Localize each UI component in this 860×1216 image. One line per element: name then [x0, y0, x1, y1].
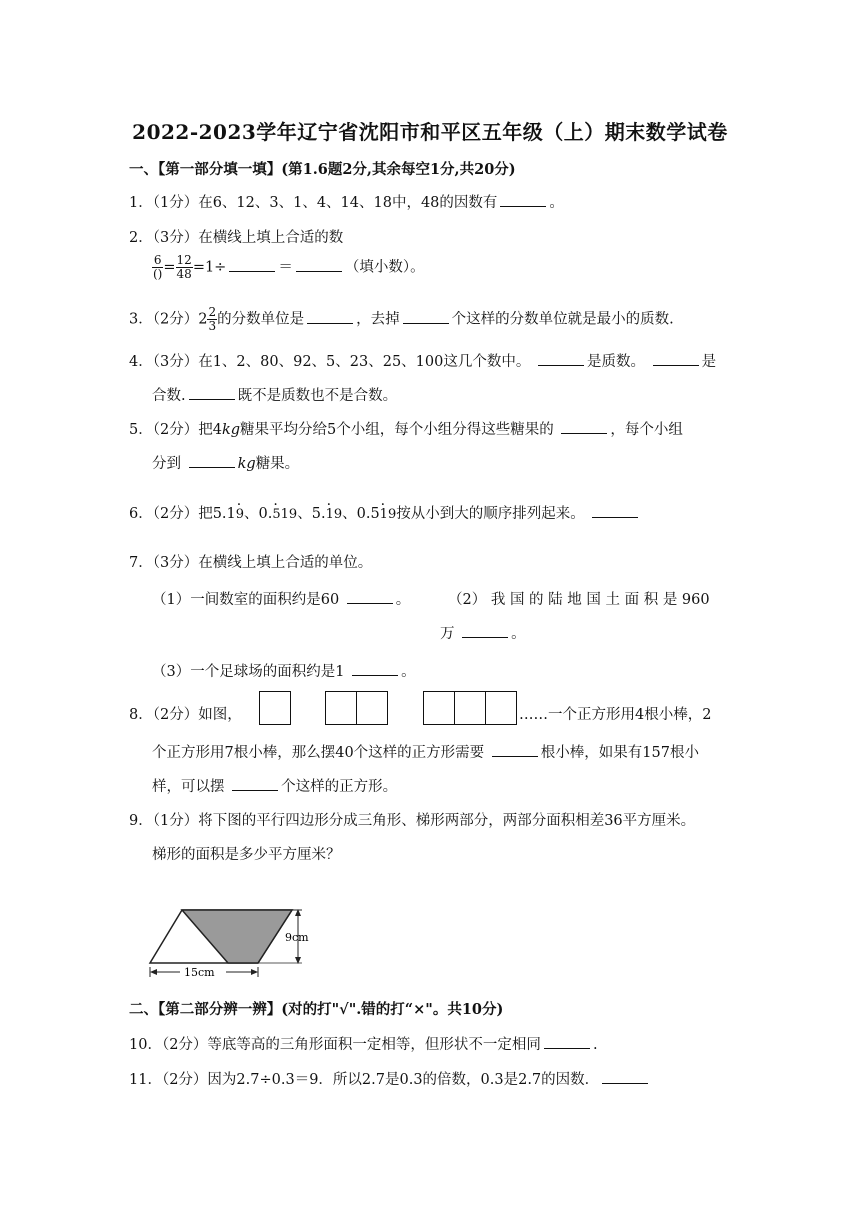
q8-e: 样，可以摆 — [152, 779, 225, 795]
q4-e: 既不是质数也不是合数。 — [237, 388, 398, 404]
q2-fraction-2 — [176, 254, 193, 281]
q1-blank — [500, 192, 546, 207]
q8-f: 个这样的正方形。 — [281, 779, 398, 795]
q7-1-text: （1）一间数室的面积约是60 — [152, 592, 340, 608]
q6-repeating-3: · 19 — [326, 507, 343, 522]
q4-blank-3 — [189, 385, 235, 400]
q5-blank-2 — [189, 453, 235, 468]
question-8-label: 8．（2分）如图， — [129, 707, 242, 723]
q2-eq: =1÷ — [192, 259, 227, 276]
q6-b: 、0. — [244, 506, 273, 522]
q4-blank-2 — [653, 351, 699, 366]
q5-kg-2: kg — [237, 456, 256, 472]
question-1 — [129, 191, 564, 212]
parallelogram-figure — [146, 905, 326, 985]
q2-eq2: ＝ — [278, 259, 293, 276]
question-6 — [129, 502, 641, 523]
q1-text: 1．（1分）在6、12、3、1、4、14、18中，48的因数有 — [129, 195, 498, 211]
q3-fraction — [207, 306, 217, 333]
q6-e: 按从小到大的顺序排列起来。 — [396, 506, 585, 522]
q5-c: ，每个小组 — [610, 422, 683, 438]
q6-blank — [592, 503, 638, 518]
q7-2-end: 。 — [511, 626, 526, 642]
q10-text: 10．（2分）等底等高的三角形面积一定相等，但形状不一定相同 — [129, 1037, 541, 1053]
q7-1-blank — [347, 589, 393, 604]
q11-blank — [602, 1069, 648, 1084]
q2-blank-2 — [296, 257, 342, 272]
q4-c: 是 — [701, 354, 717, 370]
q8-d: 根小棒，如果有157根小 — [540, 745, 699, 761]
question-5-line1 — [129, 418, 683, 439]
q11-text: 11．（2分）因为2.7÷0.3＝9．所以2.7是0.3的倍数，0.3是2.7的因数． — [129, 1072, 600, 1088]
page-title: 2022-2023学年辽宁省沈阳市和平区五年级（上）期末数学试卷 — [132, 120, 728, 144]
q6-a: 6．（2分）把5.1 — [129, 506, 236, 522]
q2-frac1-num: 6 — [153, 253, 162, 267]
q4-d: 合数. — [152, 388, 186, 404]
square-figure-1 — [259, 691, 291, 725]
question-7: 7．（3分）在横线上填上合适的单位。 — [129, 555, 373, 571]
question-2: 2．（3分）在横线上填上合适的数 — [129, 230, 344, 246]
q3-num: 2 — [208, 305, 217, 319]
question-8-line2 — [152, 741, 699, 762]
question-10 — [129, 1033, 598, 1054]
square-figure-2a — [325, 691, 357, 725]
q10-end: . — [592, 1037, 598, 1053]
square-figure-3a — [423, 691, 455, 725]
q3-b: 的分数单位是 — [217, 311, 305, 328]
question-2-equation: $\frac{6}{()}$ = $\frac{12}{48}$ =1÷ ＝ （填小数）。 — [153, 253, 425, 281]
q6-c: 、5. — [297, 506, 326, 522]
height-label: 9cm — [285, 931, 309, 944]
section-1-heading: 一、【第一部分填一填】(第1.6题2分,其余每空1分,共20分) — [129, 161, 516, 178]
q5-d: 分到 — [152, 456, 181, 472]
q2-fraction-1 — [152, 254, 163, 281]
square-figure-2b — [356, 691, 388, 725]
question-7-1 — [152, 588, 410, 609]
q7-2-blank — [462, 623, 508, 638]
q7-3-text: （3）一个足球场的面积约是1 — [152, 664, 345, 680]
q3-c: ，去掉 — [356, 311, 400, 328]
q6-repeating-4: · 19 — [380, 507, 397, 522]
question-4-line2 — [152, 384, 397, 405]
q6-d: 、0.5 — [342, 506, 380, 522]
q3-d: 个这样的分数单位就是最小的质数. — [451, 311, 674, 328]
question-11 — [129, 1068, 651, 1089]
q5-e: 糖果。 — [255, 456, 300, 472]
q10-blank — [544, 1034, 590, 1049]
square-figure-3b — [454, 691, 486, 725]
square-figure-3c — [485, 691, 517, 725]
question-5-line2 — [152, 452, 299, 473]
question-8-b: ……一个正方形用4根小棒，2 — [519, 707, 712, 723]
q3-den: 3 — [208, 319, 217, 333]
q8-blank-2 — [232, 776, 278, 791]
q5-a: 5．（2分）把4 — [129, 422, 222, 438]
q6-repeating-2: · 519 — [272, 507, 297, 522]
q1-end: 。 — [549, 195, 564, 211]
q3-a: 3．（2分）2 — [129, 311, 208, 328]
q2-frac1-den: () — [153, 267, 163, 281]
q7-1-end: 。 — [395, 592, 411, 608]
q6-repeating-1: · 9 — [236, 507, 244, 522]
q3-blank-1 — [307, 309, 353, 324]
q5-blank-1 — [561, 419, 607, 434]
question-7-3 — [152, 660, 416, 681]
q2-blank-1 — [229, 257, 275, 272]
width-label: 15cm — [184, 966, 215, 979]
q2-frac2-num: 12 — [176, 253, 192, 267]
q2-frac2-den: 48 — [176, 267, 192, 281]
q2-end: （填小数）。 — [344, 259, 425, 276]
q8-c: 个正方形用7根小棒，那么摆40个这样的正方形需要 — [152, 745, 485, 761]
section-2-heading: 二、【第二部分辨一辨】(对的打"√".错的打“×"。共10分) — [129, 1001, 504, 1018]
q5-kg: kg — [221, 422, 241, 438]
q4-b: 是质数。 — [586, 354, 645, 370]
q5-b: 糖果平均分给5个小组，每个小组分得这些糖果的 — [240, 422, 554, 438]
q7-2b-text: 万 — [440, 626, 455, 642]
question-9-line1: 9．（1分）将下图的平行四边形分成三角形、梯形两部分，两部分面积相差36平方厘米。 — [129, 813, 696, 829]
question-9-line2: 梯形的面积是多少平方厘米？ — [152, 847, 341, 863]
question-8-line3 — [152, 775, 397, 796]
q4-a: 4．（3分）在1、2、80、92、5、23、25、100这几个数中。 — [129, 354, 531, 370]
question-7-2: （2） 我 国 的 陆 地 国 土 面 积 是 960 — [448, 592, 710, 608]
question-7-2b — [440, 622, 526, 643]
q3-blank-2 — [403, 309, 449, 324]
question-4-line1 — [129, 350, 716, 371]
question-3 — [129, 306, 674, 333]
q8-blank-1 — [492, 742, 538, 757]
q7-3-end: 。 — [401, 664, 416, 680]
q7-3-blank — [352, 661, 398, 676]
q4-blank-1 — [538, 351, 584, 366]
